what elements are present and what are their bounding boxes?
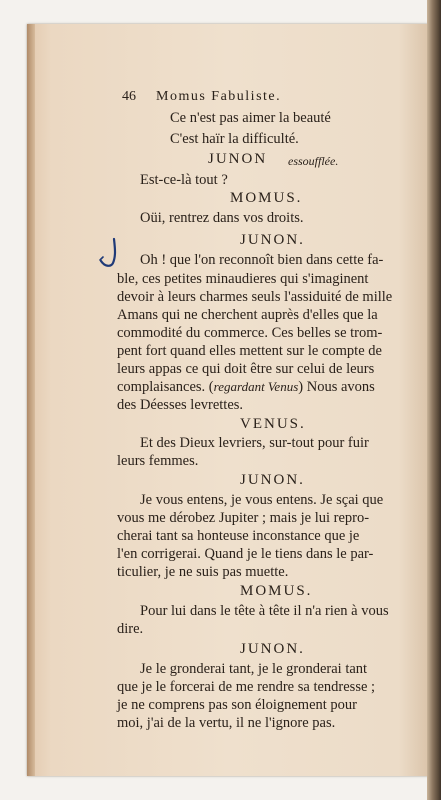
dialogue-line <box>117 379 375 395</box>
page-number: 46 <box>122 89 136 104</box>
speaker-heading: JUNON. <box>240 232 305 248</box>
speaker-heading: VENUS. <box>240 416 306 432</box>
dialogue-line: que je le forcerai de me rendre sa tendresse ; <box>117 679 376 695</box>
dialogue-line: pent fort quand elles mettent sur le compte de <box>117 343 382 359</box>
speaker-heading: MOMUS. <box>240 583 313 599</box>
dialogue-line: Je le gronderai tant, je le gronderai tant <box>140 661 368 677</box>
stage-direction: regardant Venus <box>213 379 299 394</box>
dialogue-line: l'en corrigerai. Quand je le tiens dans le par- <box>117 546 374 562</box>
stage-direction: essoufflée. <box>288 154 339 168</box>
text-segment: complaisances. ( <box>117 379 214 395</box>
running-head: Momus Fabuliste. <box>156 89 282 104</box>
speaker-heading: JUNON. <box>240 641 305 657</box>
dialogue-line: moi, j'ai de la vertu, il ne l'ignore pas. <box>117 715 336 731</box>
speaker-heading: JUNON <box>208 151 268 167</box>
dialogue-line: leurs appas ce qui doit être sur celui de leurs <box>117 361 375 377</box>
dialogue-line: vous me dérobez Jupiter ; mais je lui repro- <box>117 510 370 526</box>
dialogue-line: dire. <box>117 621 144 637</box>
text-segment: ) Nous avons <box>298 379 375 395</box>
dialogue-line: commodité du commerce. Ces belles se trom- <box>117 325 383 341</box>
dialogue-line: je ne comprens pas son éloignement pour <box>117 697 357 713</box>
dialogue-line: des Déesses levrettes. <box>117 397 244 413</box>
dialogue-line: Et des Dieux levriers, sur-tout pour fuir <box>140 435 369 451</box>
dialogue-line: Oh ! que l'on reconnoît bien dans cette fa- <box>140 252 384 268</box>
dialogue-line: Amans qui ne cherchent auprès d'elles que la <box>117 307 378 323</box>
speaker-heading: JUNON. <box>240 472 305 488</box>
verse-line: Ce n'est pas aimer la beauté <box>170 110 331 126</box>
dialogue-line: Pour lui dans le tête à tête il n'a rien à vous <box>140 603 389 619</box>
dialogue-line: ticulier, je ne suis pas muette. <box>117 564 289 580</box>
dialogue-line: devoir à leurs charmes seuls l'assiduité de mille <box>117 289 393 305</box>
verse-line: C'est haïr la difficulté. <box>170 131 299 147</box>
dialogue-line: Est-ce-là tout ? <box>140 172 228 188</box>
dialogue-line: Je vous entens, je vous entens. Je sçai que <box>140 492 384 508</box>
dialogue-line: Oüi, rentrez dans vos droits. <box>140 210 304 226</box>
speaker-heading: MOMUS. <box>230 190 303 206</box>
dialogue-line: leurs femmes. <box>117 453 199 469</box>
dialogue-line: ble, ces petites minaudieres qui s'imaginent <box>117 271 369 287</box>
dialogue-line: cherai tant sa honteuse inconstance que je <box>117 528 360 544</box>
